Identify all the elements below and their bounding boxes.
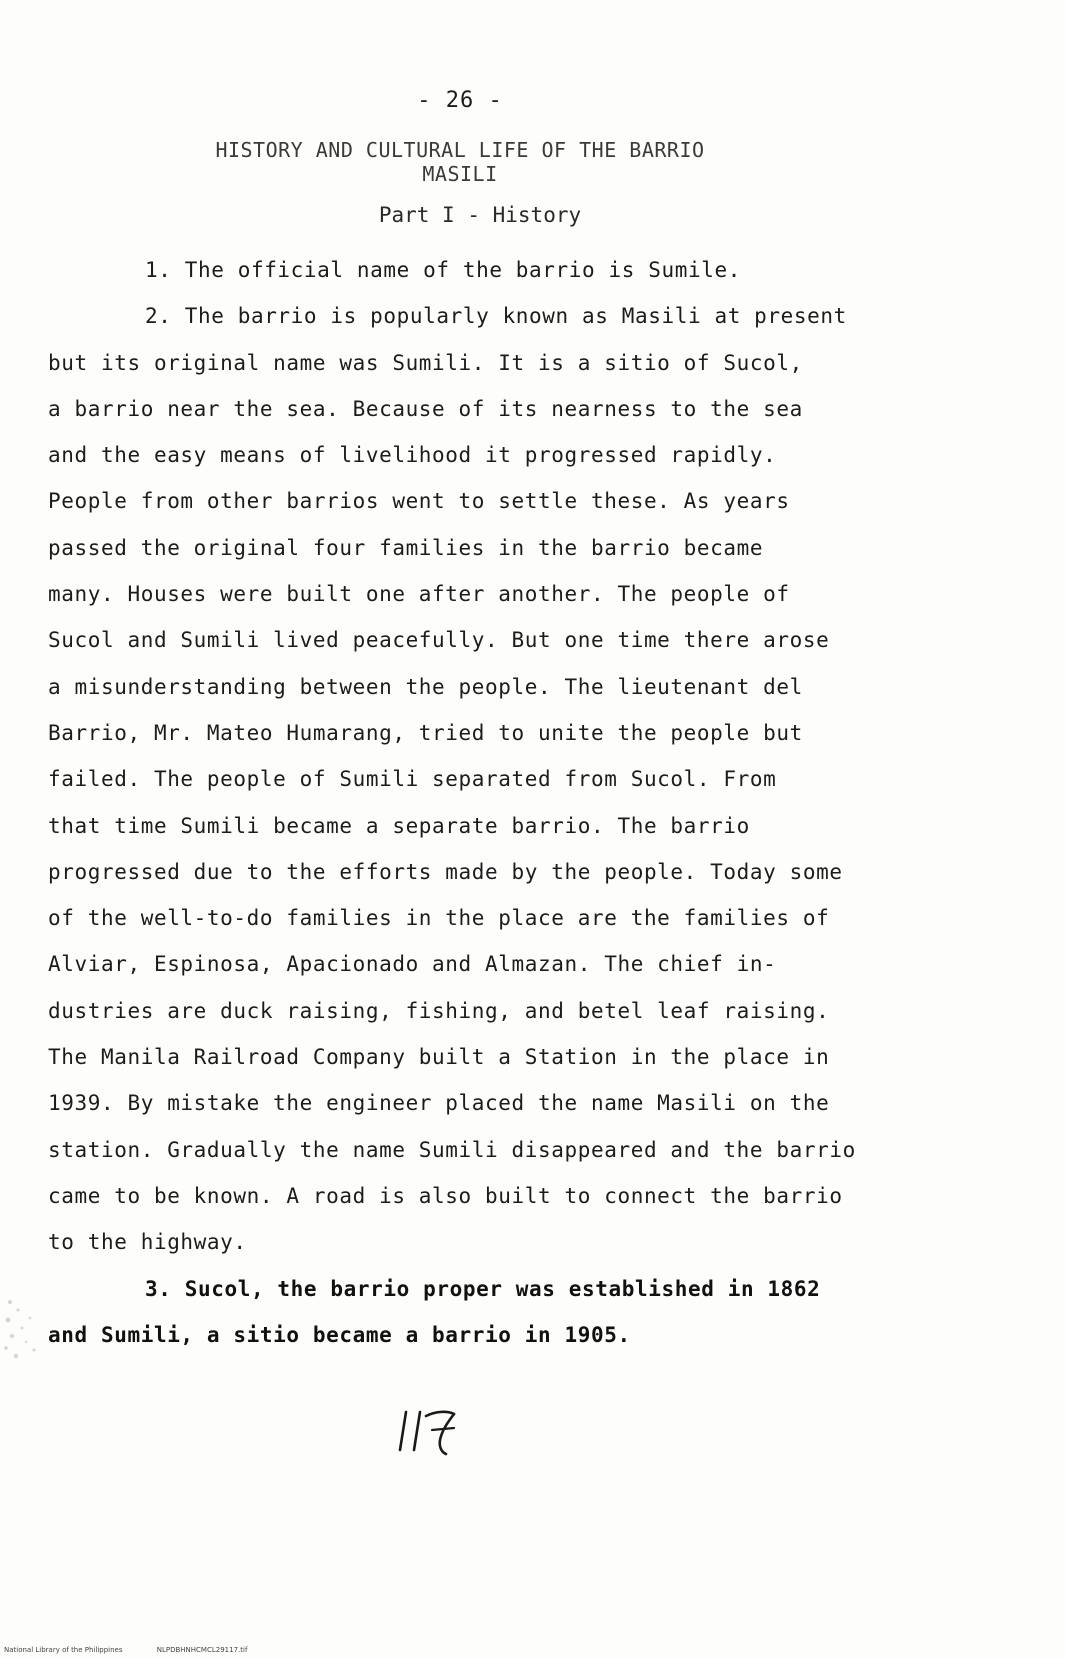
paragraph-2-line: The Manila Railroad Company built a Station in the place in <box>48 1045 830 1070</box>
footer-filename: NLPDBHNHCMCL29117.tif <box>156 1646 248 1654</box>
paragraph-2-line: a barrio near the sea. Because of its nearness to the sea <box>48 396 803 421</box>
paragraph-2-line: passed the original four families in the barrio became <box>48 535 764 560</box>
handwritten-page-number <box>394 1406 464 1456</box>
paragraph-1-line: 1. The official name of the barrio is Sumile. <box>145 258 741 282</box>
paragraph-2-line: and the easy means of livelihood it progressed rapidly. <box>48 443 777 468</box>
paragraph-2-line: Alviar, Espinosa, Apacionado and Almazan. The chief in- <box>48 952 777 977</box>
scan-smudge <box>0 1290 46 1370</box>
document-title <box>0 138 920 186</box>
paragraph-2-line: People from other barrios went to settle these. As years <box>48 489 790 514</box>
footer-library: National Library of the Philippines <box>4 1646 123 1654</box>
title-line-2: MASILI <box>422 162 498 186</box>
paragraph-3-line: and Sumili, a sitio became a barrio in 1905. <box>48 1322 631 1347</box>
paragraph-2-line: of the well-to-do families in the place are the families of <box>48 906 830 931</box>
paragraph-2-line: failed. The people of Sumili separated from Sucol. From <box>48 767 777 792</box>
paragraph-3-line: 3. Sucol, the barrio proper was established in 1862 <box>145 1276 821 1301</box>
paragraph-2-line: that time Sumili became a separate barrio. The barrio <box>48 813 750 838</box>
part-heading: Part I - History <box>378 203 582 227</box>
paragraph-2-line: many. Houses were built one after another. The people of <box>48 582 790 607</box>
paragraph-2-line: a misunderstanding between the people. The lieutenant del <box>48 674 803 699</box>
paragraph-2-line: progressed due to the efforts made by the people. Today some <box>48 859 843 884</box>
scan-footer <box>4 1646 279 1654</box>
paragraph-2-line: Sucol and Sumili lived peacefully. But one time there arose <box>48 628 830 653</box>
paragraph-2-line: but its original name was Sumili. It is a sitio of Sucol, <box>48 350 803 375</box>
paragraph-2-line: 1939. By mistake the engineer placed the name Masili on the <box>48 1091 830 1116</box>
paragraph-2-line: dustries are duck raising, fishing, and betel leaf raising. <box>48 998 830 1023</box>
paragraph-2-line: station. Gradually the name Sumili disappeared and the barrio <box>48 1137 856 1162</box>
title-line-1: HISTORY AND CULTURAL LIFE OF THE BARRIO <box>215 138 705 162</box>
paragraph-2-line: 2. The barrio is popularly known as Masili at present <box>145 304 847 329</box>
paragraph-2-line: to the highway. <box>48 1230 247 1255</box>
paragraph-2-line: came to be known. A road is also built to connect the barrio <box>48 1183 843 1208</box>
history-body <box>48 247 918 1358</box>
page-number: - 26 - <box>417 88 503 113</box>
paragraph-2-line: Barrio, Mr. Mateo Humarang, tried to unite the people but <box>48 720 803 745</box>
